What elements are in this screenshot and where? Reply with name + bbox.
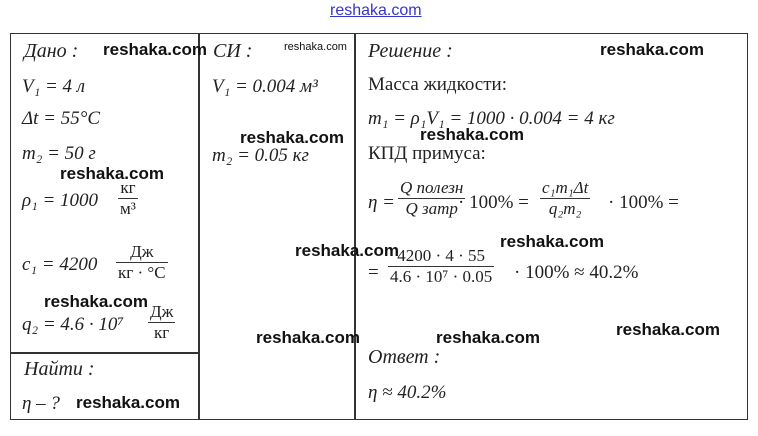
watermark-label: reshaka.com: [103, 40, 207, 59]
watermark-label: reshaka.com: [616, 320, 720, 339]
given-dt: Δt = 55°C: [22, 108, 101, 129]
fraction-numeric-den: 4.6 · 10⁷ · 0.05: [390, 267, 493, 286]
watermark-label: reshaka.com: [44, 292, 148, 311]
fraction-formula-num: c₁m₁Δt: [542, 178, 589, 197]
si-m2: m₂ = 0.05 кг: [212, 145, 309, 166]
fraction-q-den: Q затр: [405, 199, 458, 218]
given-rho1-unit: [118, 178, 138, 219]
equals-sign: =: [368, 262, 379, 283]
fraction-formula-den: q₂m₂: [548, 199, 582, 218]
column-divider-1: [198, 33, 200, 420]
given-c1-unit-den: кг · °C: [118, 263, 166, 282]
given-m2: m₂ = 50 г: [22, 143, 96, 164]
result: · 100% ≈ 40.2%: [514, 262, 639, 283]
given-find-divider: [10, 352, 199, 354]
watermark-label: reshaka.com: [436, 328, 540, 347]
answer-header: Ответ :: [368, 346, 441, 368]
watermark-label: reshaka.com: [600, 40, 704, 59]
find-item: η – ?: [22, 393, 60, 414]
given-q2: q₂ = 4.6 · 10⁷: [22, 314, 125, 335]
watermark-label: reshaka.com: [256, 328, 360, 347]
efficiency-label: КПД примуса:: [368, 143, 486, 164]
watermark-top[interactable]: reshaka.com: [330, 2, 422, 19]
given-rho1-unit-num: кг: [118, 178, 138, 199]
answer-value: η ≈ 40.2%: [368, 382, 447, 403]
eta-symbol: η =: [368, 192, 395, 213]
fraction-numeric: [388, 246, 494, 287]
given-rho1-unit-den: м³: [120, 199, 136, 218]
mass-equation: m₁ = ρ₁V₁ = 1000 · 0.004 = 4 кг: [368, 108, 615, 129]
solution-header: Решение :: [368, 40, 453, 62]
find-header: Найти :: [24, 358, 95, 380]
percent-mid: · 100% =: [458, 192, 529, 213]
given-c1: c₁ = 4200: [22, 254, 98, 275]
given-q2-unit: [148, 302, 175, 343]
fraction-q-num: Q полезн: [400, 178, 464, 197]
watermark-label: reshaka.com: [60, 164, 164, 183]
mass-label: Масса жидкости:: [368, 74, 507, 95]
watermark-label: reshaka.com: [284, 41, 347, 53]
watermark-label: reshaka.com: [500, 232, 604, 251]
si-header: СИ :: [213, 40, 253, 62]
si-v1: V₁ = 0.004 м³: [212, 76, 318, 97]
column-divider-2: [354, 33, 356, 420]
given-header: Дано :: [24, 40, 79, 62]
given-v1: V₁ = 4 л: [22, 76, 86, 97]
watermark-label: reshaka.com: [76, 393, 180, 412]
watermark-label: reshaka.com: [295, 241, 399, 260]
given-q2-unit-num: Дж: [150, 302, 174, 321]
given-c1-unit: [116, 242, 168, 283]
fraction-formula: [540, 178, 590, 219]
given-rho1: ρ₁ = 1000: [22, 190, 99, 211]
given-c1-unit-num: Дж: [116, 242, 168, 263]
watermark-label: reshaka.com: [420, 125, 524, 144]
fraction-numeric-num: 4200 · 4 · 55: [388, 246, 494, 267]
given-q2-unit-den: кг: [154, 323, 170, 342]
fraction-q: [398, 178, 465, 219]
watermark-label: reshaka.com: [240, 128, 344, 147]
percent-end: · 100% =: [608, 192, 679, 213]
